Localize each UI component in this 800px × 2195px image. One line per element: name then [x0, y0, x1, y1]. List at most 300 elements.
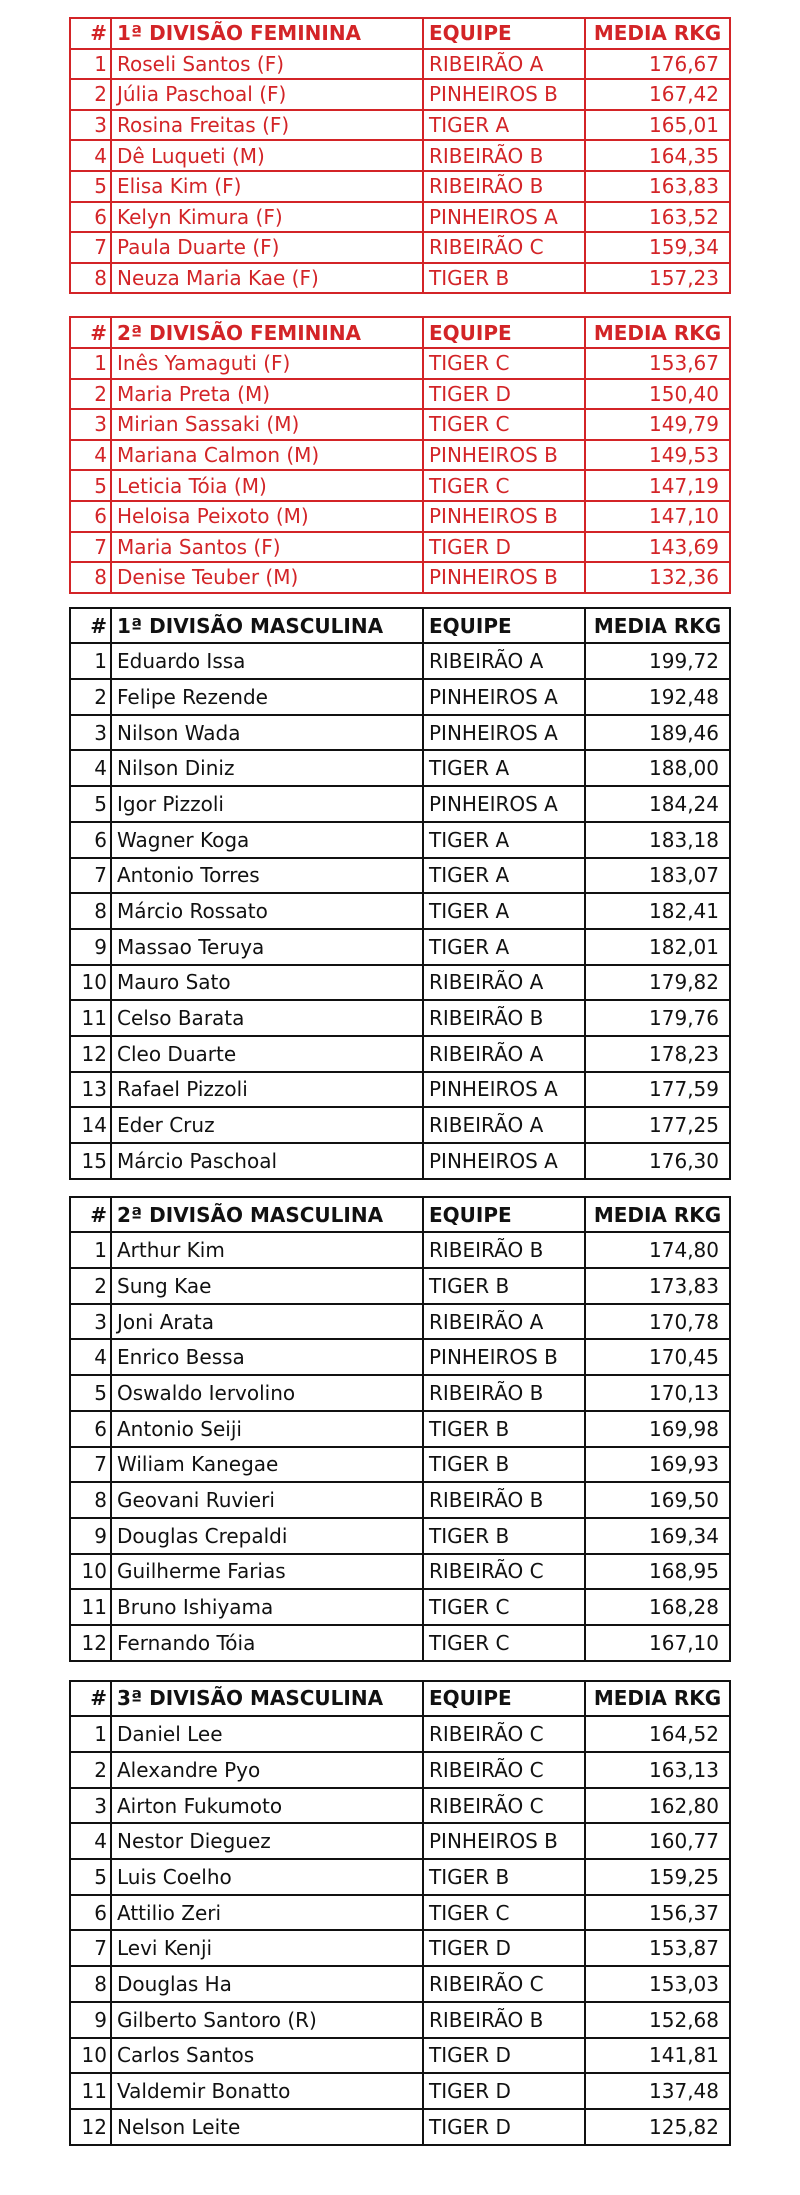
player-name-cell: Wagner Koga [111, 822, 423, 858]
division-title: 1ª DIVISÃO FEMININA [111, 18, 423, 49]
rank-cell: 7 [70, 1447, 111, 1483]
average-cell: 137,48 [585, 2073, 730, 2109]
player-name-cell: Nilson Wada [111, 715, 423, 751]
team-cell: TIGER B [423, 1859, 585, 1895]
average-cell: 162,80 [585, 1788, 730, 1824]
rank-cell: 7 [70, 858, 111, 894]
player-name-cell: Antonio Seiji [111, 1411, 423, 1447]
table-row [70, 1966, 730, 2002]
rank-cell: 8 [70, 1482, 111, 1518]
average-cell: 164,52 [585, 1716, 730, 1752]
team-cell: TIGER B [423, 1411, 585, 1447]
player-name-cell: Daniel Lee [111, 1716, 423, 1752]
rank-header: # [70, 1681, 111, 1717]
table-row [70, 679, 730, 715]
table-row [70, 1823, 730, 1859]
table-row [70, 1375, 730, 1411]
player-name-cell: Eder Cruz [111, 1107, 423, 1143]
average-cell: 173,83 [585, 1268, 730, 1304]
table-row [70, 49, 730, 80]
player-name-cell: Mariana Calmon (M) [111, 440, 423, 471]
rank-cell: 10 [70, 1554, 111, 1590]
player-name-cell: Elisa Kim (F) [111, 171, 423, 202]
player-name-cell: Kelyn Kimura (F) [111, 202, 423, 233]
rank-cell: 12 [70, 2109, 111, 2145]
table-row [70, 1554, 730, 1590]
player-name-cell: Oswaldo Iervolino [111, 1375, 423, 1411]
team-cell: TIGER A [423, 929, 585, 965]
rank-header: # [70, 608, 111, 644]
player-name-cell: Heloisa Peixoto (M) [111, 501, 423, 532]
team-cell: PINHEIROS B [423, 501, 585, 532]
table-row [70, 1625, 730, 1661]
average-cell: 170,78 [585, 1304, 730, 1340]
header-row [70, 317, 730, 348]
average-cell: 169,93 [585, 1447, 730, 1483]
team-cell: PINHEIROS B [423, 562, 585, 593]
player-name-cell: Douglas Crepaldi [111, 1518, 423, 1554]
team-cell: TIGER D [423, 2073, 585, 2109]
rank-cell: 1 [70, 643, 111, 679]
team-cell: RIBEIRÃO C [423, 1752, 585, 1788]
player-name-cell: Cleo Duarte [111, 1036, 423, 1072]
team-cell: PINHEIROS B [423, 79, 585, 110]
team-cell: RIBEIRÃO C [423, 1966, 585, 2002]
team-cell: TIGER A [423, 110, 585, 141]
rank-cell: 8 [70, 893, 111, 929]
table-row [70, 2109, 730, 2145]
rank-cell: 8 [70, 562, 111, 593]
table-row [70, 893, 730, 929]
team-cell: TIGER A [423, 822, 585, 858]
average-cell: 184,24 [585, 786, 730, 822]
player-name-cell: Geovani Ruvieri [111, 1482, 423, 1518]
division-table [69, 316, 731, 593]
player-name-cell: Sung Kae [111, 1268, 423, 1304]
table-row [70, 232, 730, 263]
player-name-cell: Rafael Pizzoli [111, 1072, 423, 1108]
table-row [70, 171, 730, 202]
rank-cell: 9 [70, 929, 111, 965]
table-row [70, 1304, 730, 1340]
rank-cell: 4 [70, 1823, 111, 1859]
team-cell: TIGER D [423, 379, 585, 410]
table-row [70, 1788, 730, 1824]
division-table [69, 17, 731, 294]
table-row [70, 79, 730, 110]
player-name-cell: Rosina Freitas (F) [111, 110, 423, 141]
team-cell: TIGER C [423, 348, 585, 379]
player-name-cell: Nelson Leite [111, 2109, 423, 2145]
rank-cell: 7 [70, 532, 111, 563]
table-row [70, 1411, 730, 1447]
rank-cell: 9 [70, 1518, 111, 1554]
division-table [69, 607, 731, 1180]
rankings-document [69, 17, 729, 2146]
division-title: 2ª DIVISÃO MASCULINA [111, 1197, 423, 1233]
rank-cell: 8 [70, 1966, 111, 2002]
player-name-cell: Mauro Sato [111, 965, 423, 1001]
table-row [70, 1036, 730, 1072]
team-header: EQUIPE [423, 1681, 585, 1717]
rank-cell: 1 [70, 49, 111, 80]
header-row [70, 608, 730, 644]
average-cell: 157,23 [585, 263, 730, 294]
average-cell: 169,34 [585, 1518, 730, 1554]
player-name-cell: Guilherme Farias [111, 1554, 423, 1590]
table-row [70, 409, 730, 440]
player-name-cell: Márcio Rossato [111, 893, 423, 929]
table-row [70, 470, 730, 501]
player-name-cell: Massao Teruya [111, 929, 423, 965]
average-cell: 156,37 [585, 1895, 730, 1931]
rank-cell: 11 [70, 2073, 111, 2109]
player-name-cell: Leticia Tóia (M) [111, 470, 423, 501]
average-cell: 174,80 [585, 1232, 730, 1268]
team-cell: PINHEIROS A [423, 1072, 585, 1108]
average-cell: 168,95 [585, 1554, 730, 1590]
average-cell: 168,28 [585, 1589, 730, 1625]
average-cell: 183,07 [585, 858, 730, 894]
team-cell: TIGER C [423, 470, 585, 501]
table-row [70, 110, 730, 141]
team-cell: TIGER C [423, 1895, 585, 1931]
player-name-cell: Bruno Ishiyama [111, 1589, 423, 1625]
rank-cell: 6 [70, 822, 111, 858]
table-row [70, 929, 730, 965]
team-cell: TIGER A [423, 750, 585, 786]
team-cell: RIBEIRÃO A [423, 49, 585, 80]
average-cell: 189,46 [585, 715, 730, 751]
table-row [70, 140, 730, 171]
average-header: MEDIA RKG [585, 1681, 730, 1717]
rank-cell: 3 [70, 1304, 111, 1340]
player-name-cell: Airton Fukumoto [111, 1788, 423, 1824]
average-cell: 149,79 [585, 409, 730, 440]
rank-cell: 2 [70, 679, 111, 715]
rank-cell: 10 [70, 965, 111, 1001]
average-cell: 179,76 [585, 1000, 730, 1036]
player-name-cell: Mirian Sassaki (M) [111, 409, 423, 440]
rank-cell: 11 [70, 1000, 111, 1036]
rank-cell: 6 [70, 501, 111, 532]
team-cell: RIBEIRÃO C [423, 1788, 585, 1824]
table-spacer [69, 1180, 729, 1196]
rank-cell: 1 [70, 348, 111, 379]
average-cell: 160,77 [585, 1823, 730, 1859]
header-row [70, 1197, 730, 1233]
player-name-cell: Márcio Paschoal [111, 1143, 423, 1179]
team-cell: TIGER C [423, 409, 585, 440]
average-header: MEDIA RKG [585, 317, 730, 348]
table-row [70, 1859, 730, 1895]
rank-cell: 13 [70, 1072, 111, 1108]
rank-cell: 2 [70, 79, 111, 110]
table-row [70, 1482, 730, 1518]
rank-header: # [70, 1197, 111, 1233]
header-row [70, 1681, 730, 1717]
table-row [70, 1930, 730, 1966]
rank-cell: 5 [70, 171, 111, 202]
average-cell: 159,34 [585, 232, 730, 263]
player-name-cell: Joni Arata [111, 1304, 423, 1340]
table-row [70, 1072, 730, 1108]
rank-cell: 1 [70, 1232, 111, 1268]
rank-cell: 6 [70, 1895, 111, 1931]
average-header: MEDIA RKG [585, 18, 730, 49]
table-row [70, 263, 730, 294]
average-cell: 163,13 [585, 1752, 730, 1788]
table-row [70, 202, 730, 233]
table-row [70, 750, 730, 786]
rank-cell: 2 [70, 1268, 111, 1304]
player-name-cell: Luis Coelho [111, 1859, 423, 1895]
player-name-cell: Wiliam Kanegae [111, 1447, 423, 1483]
team-cell: PINHEIROS A [423, 202, 585, 233]
team-header: EQUIPE [423, 608, 585, 644]
rank-cell: 12 [70, 1036, 111, 1072]
rank-cell: 12 [70, 1625, 111, 1661]
player-name-cell: Levi Kenji [111, 1930, 423, 1966]
team-header: EQUIPE [423, 1197, 585, 1233]
rank-cell: 3 [70, 715, 111, 751]
team-cell: TIGER B [423, 1518, 585, 1554]
team-cell: RIBEIRÃO A [423, 643, 585, 679]
player-name-cell: Eduardo Issa [111, 643, 423, 679]
rank-cell: 7 [70, 232, 111, 263]
rank-cell: 5 [70, 470, 111, 501]
player-name-cell: Nestor Dieguez [111, 1823, 423, 1859]
rank-cell: 2 [70, 1752, 111, 1788]
rank-header: # [70, 317, 111, 348]
table-row [70, 532, 730, 563]
team-cell: TIGER B [423, 1447, 585, 1483]
table-row [70, 715, 730, 751]
team-cell: RIBEIRÃO C [423, 1554, 585, 1590]
team-cell: RIBEIRÃO A [423, 1304, 585, 1340]
division-title: 3ª DIVISÃO MASCULINA [111, 1681, 423, 1717]
average-cell: 176,30 [585, 1143, 730, 1179]
table-row [70, 1000, 730, 1036]
team-cell: TIGER C [423, 1625, 585, 1661]
average-cell: 182,41 [585, 893, 730, 929]
team-cell: TIGER D [423, 1930, 585, 1966]
average-cell: 177,59 [585, 1072, 730, 1108]
team-cell: RIBEIRÃO B [423, 1232, 585, 1268]
team-cell: TIGER C [423, 1589, 585, 1625]
player-name-cell: Gilberto Santoro (R) [111, 2002, 423, 2038]
player-name-cell: Paula Duarte (F) [111, 232, 423, 263]
average-cell: 125,82 [585, 2109, 730, 2145]
rank-cell: 4 [70, 750, 111, 786]
average-cell: 149,53 [585, 440, 730, 471]
average-cell: 159,25 [585, 1859, 730, 1895]
team-cell: PINHEIROS A [423, 1143, 585, 1179]
average-header: MEDIA RKG [585, 1197, 730, 1233]
average-cell: 147,10 [585, 501, 730, 532]
player-name-cell: Alexandre Pyo [111, 1752, 423, 1788]
rank-cell: 5 [70, 786, 111, 822]
rank-cell: 6 [70, 1411, 111, 1447]
average-header: MEDIA RKG [585, 608, 730, 644]
table-row [70, 501, 730, 532]
team-cell: PINHEIROS B [423, 1339, 585, 1375]
player-name-cell: Maria Santos (F) [111, 532, 423, 563]
table-spacer [69, 294, 729, 316]
table-row [70, 2038, 730, 2074]
average-cell: 183,18 [585, 822, 730, 858]
player-name-cell: Denise Teuber (M) [111, 562, 423, 593]
rank-cell: 3 [70, 1788, 111, 1824]
table-row [70, 786, 730, 822]
average-cell: 182,01 [585, 929, 730, 965]
table-row [70, 1752, 730, 1788]
table-row [70, 1107, 730, 1143]
team-cell: PINHEIROS A [423, 679, 585, 715]
rank-cell: 9 [70, 2002, 111, 2038]
table-row [70, 562, 730, 593]
player-name-cell: Roseli Santos (F) [111, 49, 423, 80]
table-row [70, 1143, 730, 1179]
table-row [70, 1518, 730, 1554]
division-table [69, 1196, 731, 1662]
table-row [70, 1268, 730, 1304]
rank-cell: 14 [70, 1107, 111, 1143]
table-row [70, 348, 730, 379]
average-cell: 188,00 [585, 750, 730, 786]
player-name-cell: Fernando Tóia [111, 1625, 423, 1661]
rank-cell: 5 [70, 1375, 111, 1411]
average-cell: 132,36 [585, 562, 730, 593]
average-cell: 199,72 [585, 643, 730, 679]
average-cell: 163,83 [585, 171, 730, 202]
rank-cell: 5 [70, 1859, 111, 1895]
team-cell: RIBEIRÃO C [423, 232, 585, 263]
team-cell: RIBEIRÃO A [423, 1036, 585, 1072]
rank-cell: 10 [70, 2038, 111, 2074]
average-cell: 177,25 [585, 1107, 730, 1143]
division-title: 1ª DIVISÃO MASCULINA [111, 608, 423, 644]
average-cell: 176,67 [585, 49, 730, 80]
player-name-cell: Valdemir Bonatto [111, 2073, 423, 2109]
team-cell: PINHEIROS B [423, 440, 585, 471]
rank-cell: 15 [70, 1143, 111, 1179]
player-name-cell: Attilio Zeri [111, 1895, 423, 1931]
team-cell: TIGER D [423, 2038, 585, 2074]
team-cell: TIGER D [423, 532, 585, 563]
average-cell: 178,23 [585, 1036, 730, 1072]
rank-cell: 3 [70, 110, 111, 141]
player-name-cell: Inês Yamaguti (F) [111, 348, 423, 379]
table-row [70, 2002, 730, 2038]
player-name-cell: Nilson Diniz [111, 750, 423, 786]
table-row [70, 1716, 730, 1752]
team-cell: RIBEIRÃO B [423, 1482, 585, 1518]
rank-cell: 8 [70, 263, 111, 294]
table-row [70, 1447, 730, 1483]
team-cell: RIBEIRÃO B [423, 140, 585, 171]
rank-cell: 4 [70, 440, 111, 471]
player-name-cell: Maria Preta (M) [111, 379, 423, 410]
player-name-cell: Carlos Santos [111, 2038, 423, 2074]
average-cell: 169,50 [585, 1482, 730, 1518]
average-cell: 163,52 [585, 202, 730, 233]
team-cell: TIGER B [423, 263, 585, 294]
average-cell: 143,69 [585, 532, 730, 563]
table-spacer [69, 594, 729, 607]
team-cell: TIGER B [423, 1268, 585, 1304]
rank-cell: 11 [70, 1589, 111, 1625]
average-cell: 153,87 [585, 1930, 730, 1966]
average-cell: 167,10 [585, 1625, 730, 1661]
rank-cell: 1 [70, 1716, 111, 1752]
player-name-cell: Neuza Maria Kae (F) [111, 263, 423, 294]
player-name-cell: Celso Barata [111, 1000, 423, 1036]
team-cell: RIBEIRÃO B [423, 1000, 585, 1036]
average-cell: 179,82 [585, 965, 730, 1001]
average-cell: 153,67 [585, 348, 730, 379]
rank-header: # [70, 18, 111, 49]
team-cell: RIBEIRÃO A [423, 1107, 585, 1143]
average-cell: 169,98 [585, 1411, 730, 1447]
player-name-cell: Dê Luqueti (M) [111, 140, 423, 171]
team-cell: TIGER D [423, 2109, 585, 2145]
table-row [70, 1339, 730, 1375]
team-cell: RIBEIRÃO B [423, 2002, 585, 2038]
team-header: EQUIPE [423, 317, 585, 348]
average-cell: 164,35 [585, 140, 730, 171]
average-cell: 167,42 [585, 79, 730, 110]
table-row [70, 822, 730, 858]
division-title: 2ª DIVISÃO FEMININA [111, 317, 423, 348]
average-cell: 147,19 [585, 470, 730, 501]
average-cell: 165,01 [585, 110, 730, 141]
table-row [70, 379, 730, 410]
header-row [70, 18, 730, 49]
average-cell: 153,03 [585, 1966, 730, 2002]
table-row [70, 2073, 730, 2109]
average-cell: 141,81 [585, 2038, 730, 2074]
player-name-cell: Douglas Ha [111, 1966, 423, 2002]
team-cell: RIBEIRÃO B [423, 171, 585, 202]
rank-cell: 6 [70, 202, 111, 233]
table-spacer [69, 1662, 729, 1680]
rank-cell: 3 [70, 409, 111, 440]
rank-cell: 4 [70, 140, 111, 171]
player-name-cell: Antonio Torres [111, 858, 423, 894]
team-cell: TIGER A [423, 858, 585, 894]
team-cell: PINHEIROS A [423, 786, 585, 822]
team-cell: PINHEIROS B [423, 1823, 585, 1859]
table-row [70, 858, 730, 894]
average-cell: 152,68 [585, 2002, 730, 2038]
player-name-cell: Júlia Paschoal (F) [111, 79, 423, 110]
rank-cell: 7 [70, 1930, 111, 1966]
table-row [70, 440, 730, 471]
table-row [70, 1895, 730, 1931]
team-header: EQUIPE [423, 18, 585, 49]
average-cell: 150,40 [585, 379, 730, 410]
average-cell: 170,45 [585, 1339, 730, 1375]
average-cell: 192,48 [585, 679, 730, 715]
rank-cell: 2 [70, 379, 111, 410]
player-name-cell: Igor Pizzoli [111, 786, 423, 822]
table-row [70, 1232, 730, 1268]
average-cell: 170,13 [585, 1375, 730, 1411]
table-row [70, 643, 730, 679]
team-cell: RIBEIRÃO B [423, 1375, 585, 1411]
table-row [70, 1589, 730, 1625]
